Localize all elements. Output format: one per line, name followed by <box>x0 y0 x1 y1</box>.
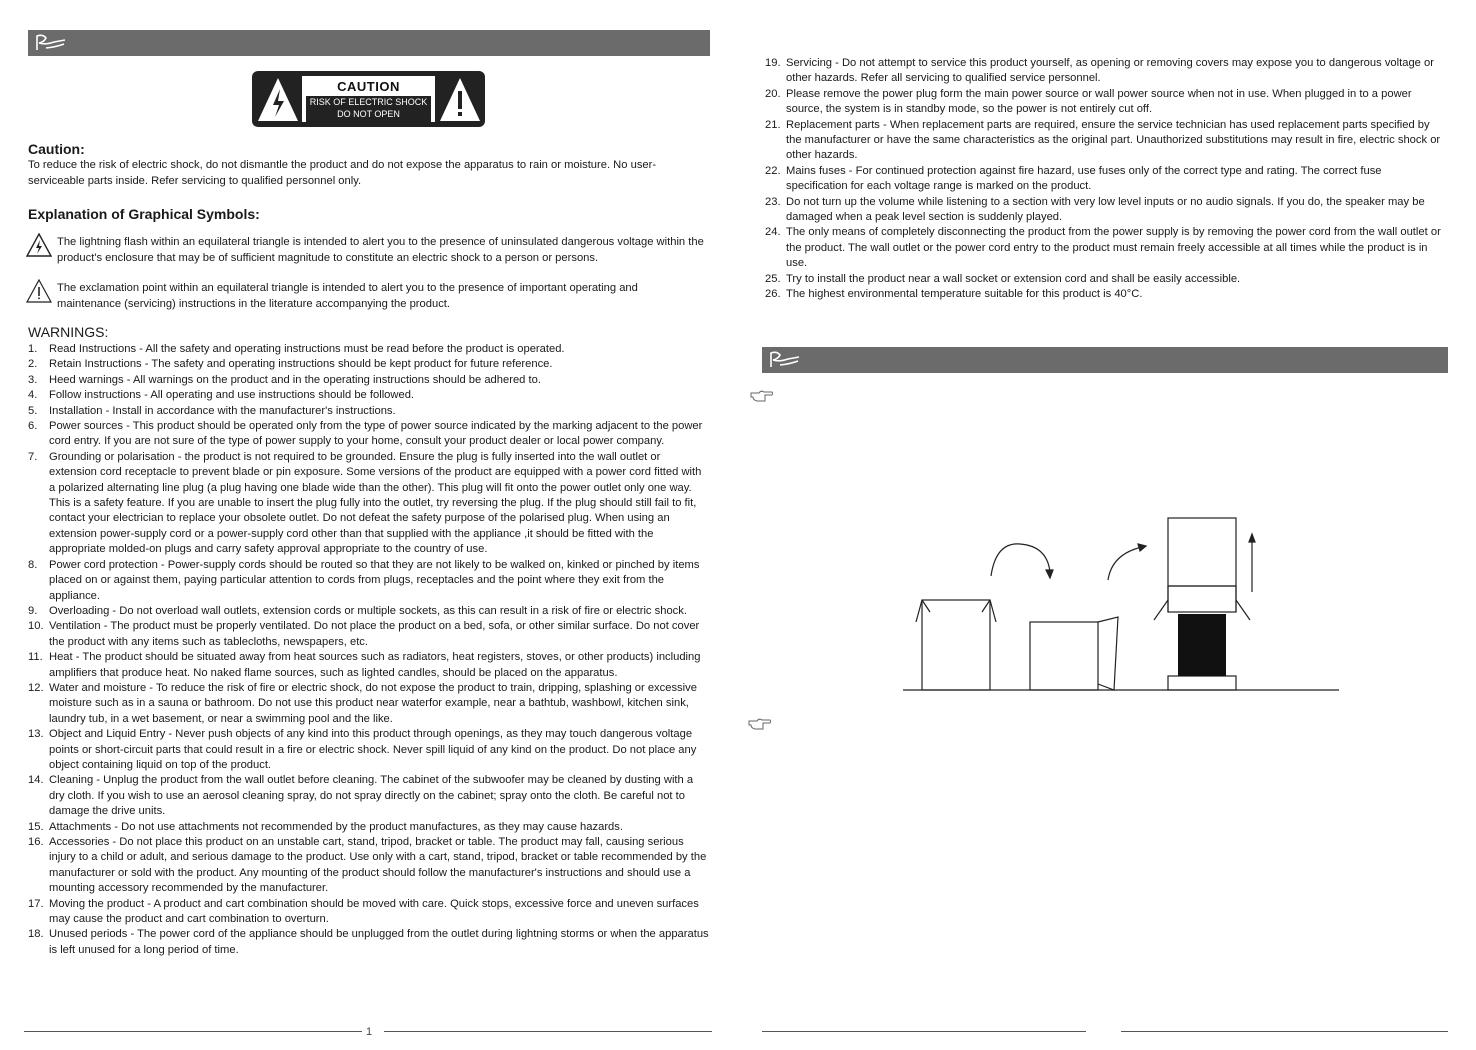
warning-item-number: 16. <box>28 836 44 848</box>
warning-item-text: Replacement parts - When replacement parts are required, ensure the service technician has used replacement parts specified by the manufacturer or have the same characteristics as the original part. Unauthorized substitutions may result in fire, electric shock or other hazards. <box>786 118 1441 162</box>
warning-item <box>28 357 710 372</box>
caution-label-line1: RISK OF ELECTRIC SHOCK <box>309 97 428 107</box>
warning-item-text: Grounding or polarisation - the product is not required to be grounded. Ensure the plug is fully inserted into the wall outlet or extension cord receptacle to prevent blade or pin exposure. Some versions of the product are equipped with a power cord fitted with a polarized alternating line plug (a plug having one blade wide than the other). This plug will fit onto the power outlet only one way. This is a safety feature. If you are unable to insert the plug fully into the outlet, try reversing the plug. If the plug should still fail to fit, contact your electrician to replace your obsolete outlet. Do not defeat the safety purpose of the polarised plug. When using an extension power-supply cord or a power-supply cord other than that supplied with the appliance ,it should be fitted with the appropriate molded-on plugs and carry safety approval appropriate to the country of use. <box>49 450 702 556</box>
warning-item <box>28 604 710 619</box>
lightning-symbol-text: The lightning flash within an equilateral triangle is intended to alert you to the presence of uninsulated dangerous voltage within the product's enclosure that may be of sufficient magnitude to constitute an electric shock to a person or persons. <box>57 236 704 264</box>
warning-item <box>765 118 1445 164</box>
warning-item-number: 19. <box>765 57 781 69</box>
warning-item-text: Moving the product - A product and cart combination should be moved with care. Quick stops, excessive force and uneven surfaces may cause the product and cart combination to overturn. <box>49 897 699 926</box>
footer-rule-right-2 <box>1121 1031 1448 1032</box>
pointing-hand-icon <box>748 717 772 731</box>
warning-item-number: 9. <box>28 604 38 617</box>
warning-item <box>765 56 1445 87</box>
warning-item <box>28 835 710 897</box>
warning-item-number: 1. <box>28 343 38 355</box>
warning-item <box>28 388 710 403</box>
warning-item-text: Heat - The product should be situated away from heat sources such as radiators, heat registers, stoves, or other products) including amplifiers that produce heat. No naked flame sources, such as lighted candles, should be placed on the apparatus. <box>49 651 701 679</box>
warning-item <box>28 727 710 773</box>
warning-item-number: 7. <box>28 450 38 463</box>
warning-item <box>28 404 710 419</box>
warning-item-text: Read Instructions - All the safety and operating instructions must be read before the product is operated. <box>49 343 565 355</box>
warning-item-number: 10. <box>28 620 44 633</box>
caution-label-line2: DO NOT OPEN <box>337 109 400 119</box>
warning-item-text: Attachments - Do not use attachments not recommended by the product manufactures, as they may cause hazards. <box>49 820 623 833</box>
warning-item-number: 23. <box>765 195 781 208</box>
warning-item-number: 12. <box>28 681 44 694</box>
warnings-heading: WARNINGS: <box>28 324 109 340</box>
warning-item-number: 5. <box>28 404 38 417</box>
warning-item-number: 6. <box>28 420 38 433</box>
warning-item <box>765 225 1445 271</box>
warning-item-text: Cleaning - Unplug the product from the wall outlet before cleaning. The cabinet of the subwoofer may be cleaned by dusting with a dry cloth. If you wish to use an aerosol cleaning spray, do not spray directly on the cabinet; spray onto the cloth. Be careful not to damage the drive units. <box>49 774 694 818</box>
warning-item-number: 18. <box>28 928 44 941</box>
warning-item <box>28 342 710 357</box>
warning-item <box>28 927 710 958</box>
warning-item-text: Follow instructions - All operating and use instructions should be followed. <box>49 389 415 402</box>
warning-item-number: 26. <box>765 288 781 301</box>
lightning-triangle-icon <box>256 75 300 123</box>
warning-item-number: 4. <box>28 389 38 402</box>
warning-item-text: Heed warnings - All warnings on the product and in the operating instructions should be adhered to. <box>49 373 541 386</box>
warning-item <box>28 419 710 450</box>
warning-item-text: Installation - Install in accordance with the manufacturer's instructions. <box>49 404 396 417</box>
caution-label <box>252 71 485 127</box>
warning-item-number: 3. <box>28 373 38 386</box>
writing-hand-icon <box>34 33 68 53</box>
warning-item-text: The only means of completely disconnecting the product from the power supply is by removing the power cord from the wall outlet or the product. The wall outlet or the power cord entry to the product must remain freely accessible at all times while the product is in use. <box>786 226 1441 270</box>
warning-item-text: Mains fuses - For continued protection against fire hazard, use fuses only of the correct type and rating. The correct fuse specification for each voltage range is marked on the product. <box>786 164 1382 193</box>
warning-item-number: 20. <box>765 87 781 100</box>
warnings-list-left <box>28 342 710 958</box>
warning-item-text: Water and moisture - To reduce the risk of fire or electric shock, do not expose the product to train, dripping, splashing or excessive moisture such as in a sauna or bathroom. Do not use this product near waterfor example, near a bathtub, washbowl, kitchen sink, laundry tub, in a wet basement, or near a swimming pool and the like. <box>49 681 697 725</box>
warning-item-text: Ventilation - The product must be properly ventilated. Do not place the product on a bed, sofa, or other similar surface. Do not cover the product with any items such as tablecloths, newspapers, etc. <box>49 620 700 648</box>
warning-item <box>765 164 1445 195</box>
caution-heading: Caution: <box>28 141 85 157</box>
caution-label-panel <box>302 76 435 122</box>
warnings-list-right <box>765 56 1445 303</box>
warning-item-number: 15. <box>28 820 44 833</box>
pointing-hand-icon <box>750 389 774 403</box>
warning-item-number: 13. <box>28 728 44 741</box>
warning-item-text: Power sources - This product should be operated only from the type of power source indicated by the marking adjacent to the power cord entry. If you are not sure of the type of power supply to your home, consult your product dealer or local power company. <box>49 420 703 448</box>
symbols-heading: Explanation of Graphical Symbols: <box>28 206 260 222</box>
warning-item-number: 8. <box>28 558 38 571</box>
writing-hand-icon <box>768 350 802 370</box>
warning-item <box>765 195 1445 226</box>
warning-item <box>765 87 1445 118</box>
warning-item-text: Power cord protection - Power-supply cords should be routed so that they are not likely to be walked on, kinked or pinched by items placed on or against them, paying particular attention to cords from plugs, receptacles and the point where they exit from the appliance. <box>49 558 700 602</box>
warning-item-text: Try to install the product near a wall socket or extension cord and shall be easily accessible. <box>786 272 1241 285</box>
warning-item <box>765 287 1445 302</box>
warning-item-text: The highest environmental temperature suitable for this product is 40°C. <box>786 288 1143 301</box>
warning-item-text: Overloading - Do not overload wall outlets, extension cords or multiple sockets, as this can result in a risk of fire or electric shock. <box>49 604 687 617</box>
warning-item <box>28 450 710 558</box>
warning-item-number: 14. <box>28 774 44 787</box>
exclamation-symbol-text: The exclamation point within an equilateral triangle is intended to alert you to the presence of important operating and maintenance (servicing) instructions in the literature accompanying the product. <box>57 282 638 310</box>
warning-item-number: 21. <box>765 118 781 131</box>
warning-item <box>765 272 1445 287</box>
caution-text: To reduce the risk of electric shock, do not dismantle the product and do not expose the apparatus to rain or moisture. No user-serviceable parts inside. Refer servicing to qualified personnel only. <box>28 159 657 187</box>
warning-item-text: Retain Instructions - The safety and operating instructions should be kept product for future reference. <box>49 358 553 371</box>
warning-item-number: 2. <box>28 358 38 371</box>
warning-item-text: Please remove the power plug form the main power source or wall power source when not in use. When plugged in to a power source, the system is in standby mode, so the power is not entirely cut off. <box>786 87 1412 116</box>
warning-item <box>28 650 710 681</box>
warning-item-number: 24. <box>765 226 781 239</box>
warning-item <box>28 681 710 727</box>
footer-rule-left-2 <box>384 1031 712 1032</box>
warning-item-number: 22. <box>765 164 781 177</box>
warning-item <box>28 820 710 835</box>
caution-label-title: CAUTION <box>337 79 400 94</box>
warning-item-number: 25. <box>765 272 781 285</box>
page-number: 1 <box>366 1026 373 1038</box>
warning-item-text: Unused periods - The power cord of the appliance should be unplugged from the outlet during lightning storms or when the apparatus is left unused for a long period of time. <box>49 928 709 956</box>
lightning-triangle-icon <box>26 233 52 257</box>
warning-item-number: 11. <box>28 651 43 664</box>
warning-item-text: Do not turn up the volume while listening to a section with very low level inputs or no audio signals. If you do, the speaker may be damaged when a peak level section is suddenly played. <box>786 195 1425 224</box>
warning-item-number: 17. <box>28 897 44 910</box>
exclamation-triangle-icon <box>438 75 482 123</box>
section-header-bar-right <box>762 347 1448 373</box>
footer-rule-right-1 <box>762 1031 1086 1032</box>
warning-item <box>28 773 710 819</box>
warning-item <box>28 619 710 650</box>
warning-item <box>28 558 710 604</box>
caution-label-warning <box>306 96 431 122</box>
section-header-bar-left <box>28 30 710 56</box>
warning-item-text: Object and Liquid Entry - Never push objects of any kind into this product through openings, as they may touch dangerous voltage points or short-circuit parts that could result in a fire or electric shock. Never spill liquid of any kind on the product. Do not place any object containing liquid on top of the product. <box>49 728 697 771</box>
footer-rule-left-1 <box>24 1031 362 1032</box>
unpacking-illustration <box>900 514 1342 694</box>
warning-item-text: Servicing - Do not attempt to service this product yourself, as opening or removing covers may expose you to dangerous voltage or other hazards. Refer all servicing to qualified service personnel. <box>786 57 1434 85</box>
warning-item <box>28 373 710 388</box>
warning-item <box>28 897 710 928</box>
exclamation-triangle-icon <box>26 279 52 303</box>
warning-item-text: Accessories - Do not place this product on an unstable cart, stand, tripod, bracket or table. The product may fall, causing serious injury to a child or adult, and serious damage to the product. Use only with a cart, stand, tripod, bracket or table recommended by the manufacturer or sold with the product. Any mounting of the product should follow the manufacturer's instructions and should use a mounting accessory recommended by the manufacturer. <box>49 836 707 895</box>
